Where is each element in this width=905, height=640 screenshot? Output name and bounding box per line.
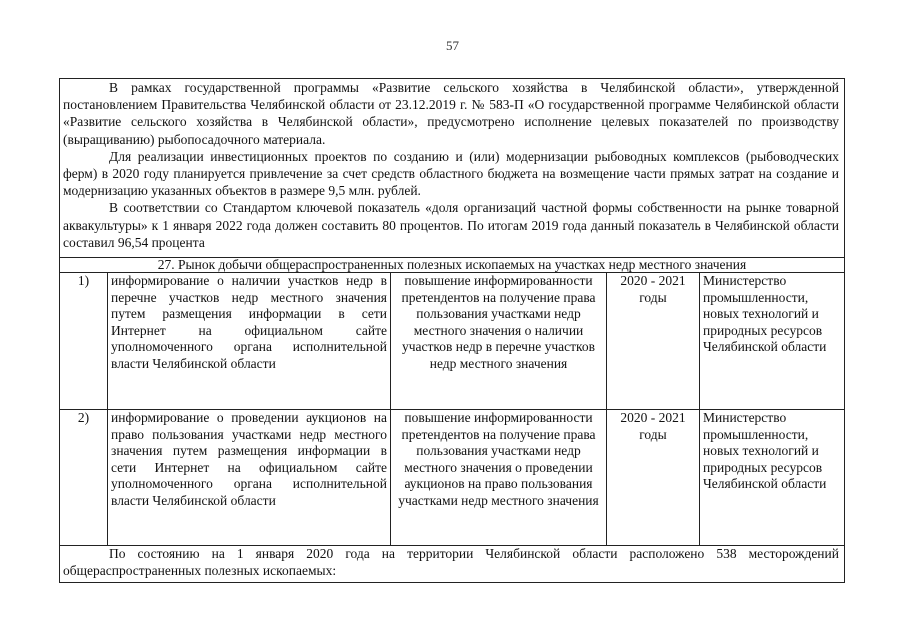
paragraph-state-program: В рамках государственной программы «Развитие сельского хозяйства в Челябинской области», утвержденной постановлением Правительства Челябинской области от 23.12.2019 г. № 583-П «О государственной программе Челябинской области «Развитие сельского хозяйства в Челябинской области», предусмотрено исполнение целевых показателей по производству (выращиванию) рыбопосадочного материала. bbox=[63, 80, 839, 147]
measure-responsible: Министерство промышленности, новых технологий и природных ресурсов Челябинской области bbox=[700, 410, 845, 546]
row-number: 1) bbox=[60, 273, 108, 410]
measure-description: информирование о наличии участков недр в перечне участков недр местного значения путем размещения информации в сети Интернет на официальном сайте уполномоченного органа исполнительной власти Челябинской области bbox=[108, 273, 391, 410]
measure-goal: повышение информированности претендентов на получение права пользования участками недр местного значения о наличии участков недр в перечне участков недр местного значения bbox=[391, 273, 607, 410]
row-number: 2) bbox=[60, 410, 108, 546]
measure-goal: повышение информированности претендентов на получение права пользования участками недр местного значения о проведении аукционов на право пользования участками недр местного значения bbox=[391, 410, 607, 546]
paragraph-key-indicator: В соответствии со Стандартом ключевой показатель «доля организаций частной формы собственности на рынке товарной аквакультуры» к 1 января 2022 года должен составить 80 процентов. По итогам 2019 года данный показатель в Челябинской области составил 96,54 процента bbox=[63, 200, 839, 250]
table-row bbox=[60, 410, 845, 546]
page-number: 57 bbox=[446, 38, 459, 53]
measure-term: 2020 - 2021 годы bbox=[607, 273, 700, 410]
measure-description: информирование о проведении аукционов на право пользования участками недр местного значения путем размещения информации в сети Интернет на официальном сайте уполномоченного органа исполнительной власти Челябинской области bbox=[108, 410, 391, 546]
section-heading: 27. Рынок добычи общераспространенных полезных ископаемых на участках недр местного значения bbox=[59, 257, 845, 273]
paragraph-investment-projects: Для реализации инвестиционных проектов по созданию и (или) модернизации рыбоводных комплексов (рыбоводческих ферм) в 2020 году планируется привлечение за счет средств областного бюджета на возмещение части прямых затрат на создание и модернизацию указанных объектов в размере 9,5 млн. рублей. bbox=[63, 148, 839, 199]
paragraph-deposits-count: По состоянию на 1 января 2020 года на территории Челябинской области расположено 538 месторождений общераспространенных полезных ископаемых: bbox=[63, 546, 839, 578]
measures-table bbox=[59, 272, 845, 546]
measure-responsible: Министерство промышленности, новых технологий и природных ресурсов Челябинской области bbox=[700, 273, 845, 410]
intro-text-block bbox=[59, 78, 845, 257]
table-row bbox=[60, 273, 845, 410]
measure-term: 2020 - 2021 годы bbox=[607, 410, 700, 546]
outro-text-block bbox=[59, 545, 845, 583]
